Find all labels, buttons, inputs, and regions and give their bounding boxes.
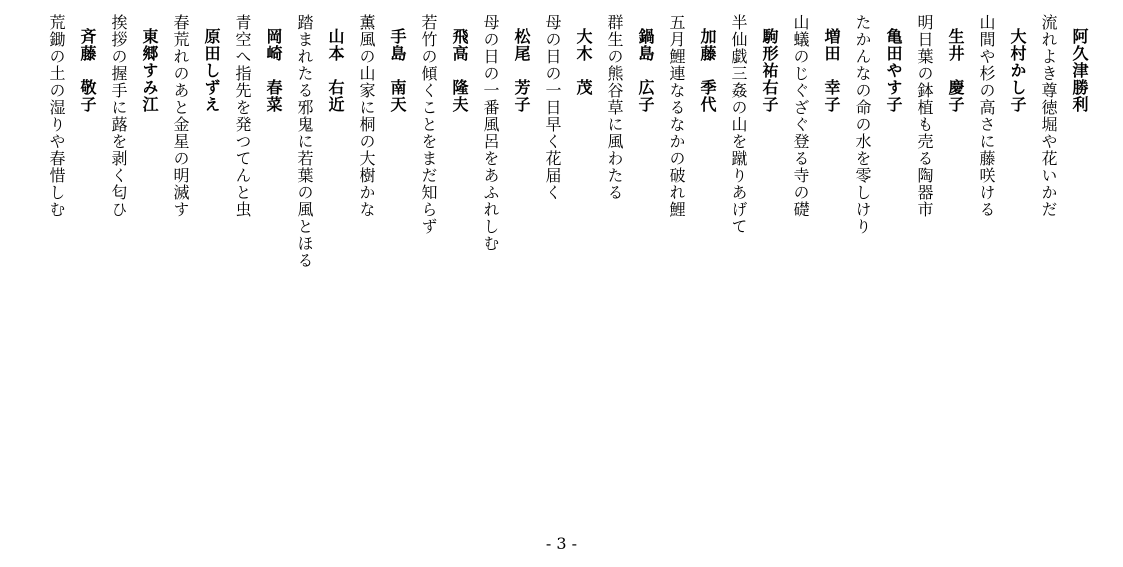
haiku-entry [157,14,219,344]
haiku-poem: 青空へ指先を発つてんと虫 [233,14,252,218]
haiku-poem: 春荒れのあと金星の明滅す [171,14,190,218]
haiku-entry [777,14,839,344]
haiku-poem: 挨拶の握手に蕗を剥く匂ひ [109,14,128,218]
haiku-poem: 母の日の一番風呂をあふれしむ [481,14,500,252]
haiku-author: 生井 慶子 [946,28,965,113]
haiku-poem: 踏まれたる邪鬼に若葉の風とほる [295,14,314,269]
haiku-author: 鍋島 広子 [636,28,655,113]
haiku-entry [95,14,157,344]
haiku-page-body [33,14,1087,344]
haiku-entry [281,14,343,344]
haiku-entry [33,14,95,344]
haiku-author: 亀田やす子 [884,28,903,113]
haiku-poem: 山蟻のじぐざぐ登る寺の礎 [791,14,810,218]
haiku-author: 岡崎 春菜 [264,28,283,113]
haiku-entry [963,14,1025,344]
haiku-entry [467,14,529,344]
haiku-author: 飛高 隆夫 [450,28,469,113]
haiku-poem: 五月鯉連なるなかの破れ鯉 [667,14,686,218]
haiku-entry [405,14,467,344]
haiku-author: 阿久津勝利 [1070,28,1089,113]
haiku-poem: 半仙戯三姦の山を蹴りあげて [729,14,748,235]
haiku-poem: 母の日の一日早く花届く [543,14,562,201]
haiku-entry [839,14,901,344]
haiku-author: 原田しずえ [202,28,221,113]
haiku-author: 手島 南天 [388,28,407,113]
haiku-poem: 若竹の傾くことをまだ知らず [419,14,438,235]
haiku-entry [1025,14,1087,344]
haiku-entry [591,14,653,344]
haiku-author: 大村かし子 [1008,28,1027,113]
haiku-poem: 薫風の山家に桐の大樹かな [357,14,376,218]
haiku-poem: 明日葉の鉢植も売る陶器市 [915,14,934,218]
haiku-entry [901,14,963,344]
haiku-poem: たかんなの命の水を零しけり [853,14,872,235]
haiku-author: 加藤 季代 [698,28,717,113]
haiku-author: 駒形祐右子 [760,28,779,113]
haiku-author: 増田 幸子 [822,28,841,113]
haiku-poem: 荒鋤の土の湿りや春惜しむ [47,14,66,218]
haiku-entry [219,14,281,344]
haiku-poem: 群生の熊谷草に風わたる [605,14,624,201]
page-number: - 3 - [545,534,578,553]
haiku-poem: 流れよき尊徳堀や花いかだ [1039,14,1058,218]
haiku-author: 松尾 芳子 [512,28,531,113]
haiku-entry [653,14,715,344]
haiku-author: 大木 茂 [574,28,593,96]
haiku-entry [529,14,591,344]
haiku-entry [715,14,777,344]
haiku-entry [343,14,405,344]
haiku-author: 斉藤 敬子 [78,28,97,113]
haiku-author: 山本 右近 [326,28,345,113]
haiku-poem: 山間や杉の高さに藤咲ける [977,14,996,218]
haiku-author: 東郷すみ江 [140,28,159,113]
